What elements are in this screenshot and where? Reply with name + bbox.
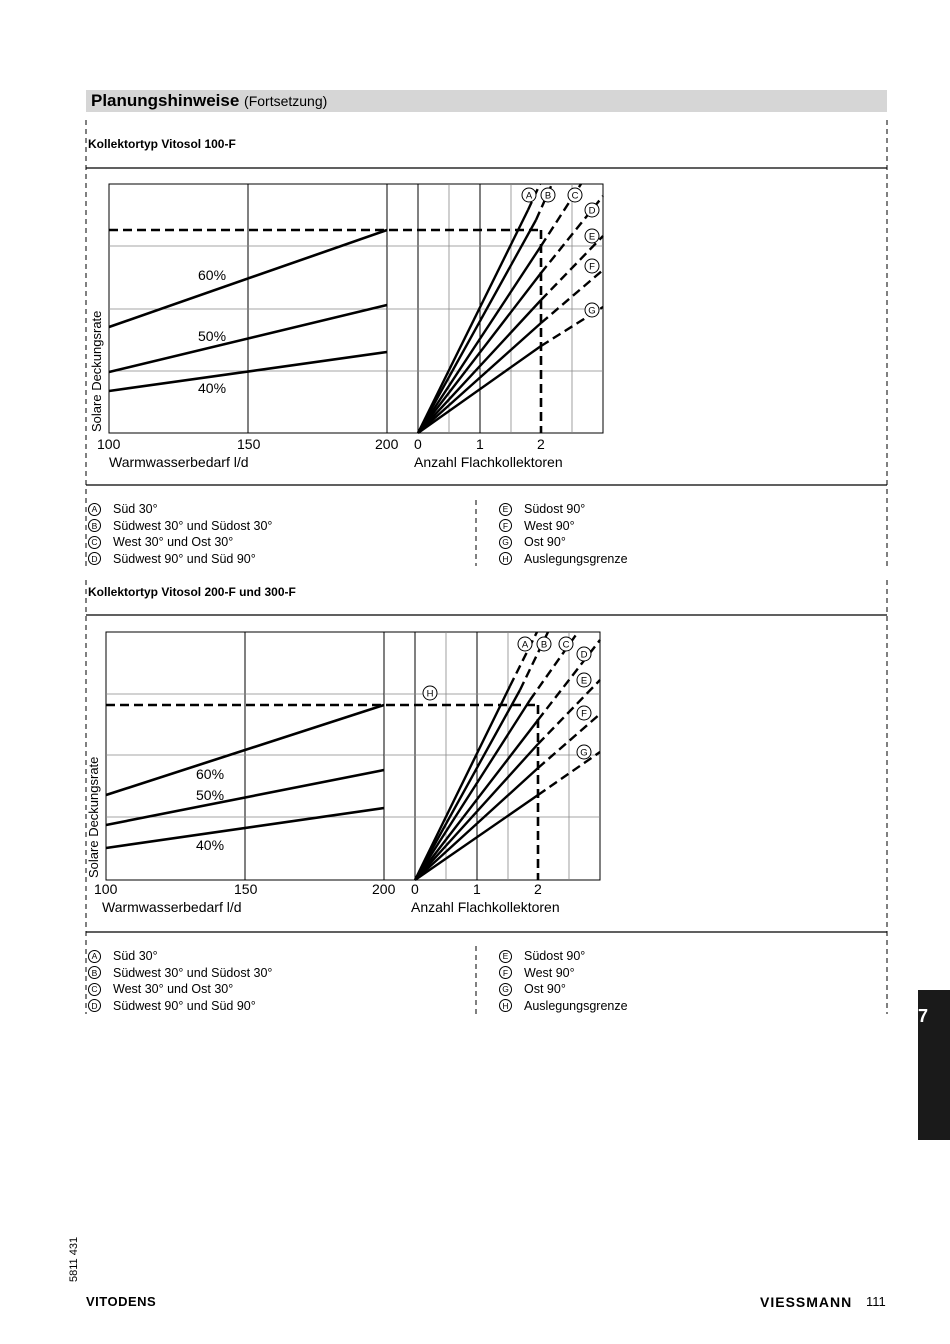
page-subtitle: (Fortsetzung) (244, 93, 328, 109)
legend-item (88, 981, 272, 998)
legend-key: G (499, 536, 512, 549)
chart2-callout-E-text: E (580, 675, 588, 687)
legend-text: Südwest 30° und Südost 30° (113, 518, 273, 533)
legend-text: Süd 30° (113, 949, 158, 963)
chart1-xlabel-right: Anzahl Flachkollektoren (414, 454, 563, 470)
chapter-tab (918, 990, 950, 1140)
legend-text: Süd 30° (113, 502, 158, 516)
chart2-callout-D-text: D (580, 649, 588, 661)
chart1-label-40: 40% (198, 380, 227, 396)
legend-key: E (499, 950, 512, 963)
legend-key: D (88, 552, 101, 565)
legend-item (499, 981, 628, 998)
chart2-xlabel-left: Warmwasserbedarf l/d (102, 899, 242, 915)
legend-text: West 30° und Ost 30° (113, 535, 234, 549)
chart2-xtick-100: 100 (94, 881, 118, 897)
legend-key: C (88, 536, 101, 549)
legend-text: West 30° und Ost 30° (113, 982, 234, 996)
chart2-xtick-0: 0 (411, 881, 419, 897)
chart1-label-60: 60% (198, 267, 227, 283)
legend-key: A (88, 503, 101, 516)
chart2-xtick-1: 1 (473, 881, 481, 897)
legend-text: Südost 90° (524, 502, 586, 516)
chart2-xlabel-right: Anzahl Flachkollektoren (411, 899, 560, 915)
chart1-callout-A-text: A (525, 190, 533, 202)
legend-text: Südwest 90° und Süd 90° (113, 998, 256, 1013)
chart1-callout-D-text: D (588, 205, 596, 217)
chart1-callout-C-text: C (571, 190, 579, 202)
chart2-callout-F-text: F (581, 708, 587, 720)
legend-key: D (88, 999, 101, 1012)
legend-key: A (88, 950, 101, 963)
legend-key: B (88, 966, 101, 979)
chart1-xtick-0: 0 (414, 436, 422, 452)
legend-key: F (499, 519, 512, 532)
y-axis-label-2: Solare Deckungsrate (86, 756, 101, 878)
viessmann-logo: VIESSMANN (760, 1294, 853, 1310)
legend-text: Ost 90° (524, 535, 566, 549)
legend-text: Auslegungsgrenze (524, 998, 628, 1013)
chart1-label-50: 50% (198, 328, 227, 344)
doc-number: 5811 431 (68, 1236, 80, 1282)
chart2-callout-H-text: H (426, 688, 434, 700)
legend-text: Südwest 90° und Süd 90° (113, 551, 256, 566)
legend-item (88, 948, 272, 965)
chart2-callouts (423, 637, 591, 759)
chart2-xtick-150: 150 (234, 881, 258, 897)
legend-text: Auslegungsgrenze (524, 551, 628, 566)
legend-item (88, 965, 272, 982)
legend-text: Ost 90° (524, 982, 566, 996)
chart1-xtick-100: 100 (97, 436, 121, 452)
legend-item (499, 965, 628, 982)
chart1-callout-F-text: F (589, 261, 595, 273)
legend-text: West 90° (524, 965, 575, 980)
page-number: 111 (866, 1294, 886, 1309)
section-title-2: Kollektortyp Vitosol 200-F und 300-F (88, 585, 296, 599)
legend-text: Südwest 30° und Südost 30° (113, 965, 273, 980)
chart2-xtick-200: 200 (372, 881, 396, 897)
chart2-label-60: 60% (196, 766, 225, 782)
legend-2-left (88, 948, 272, 1014)
page-title-text: Planungshinweise (91, 91, 240, 110)
chart1-callout-E-text: E (588, 231, 596, 243)
chart2-xtick-2: 2 (534, 881, 542, 897)
legend-key: F (499, 966, 512, 979)
legend-key: C (88, 983, 101, 996)
chart2-callout-G-text: G (580, 747, 588, 759)
chapter-tab-number: 7 (918, 1006, 929, 1026)
legend-key: H (499, 999, 512, 1012)
legend-key: G (499, 983, 512, 996)
chart2-callout-C-text: C (562, 639, 570, 651)
legend-item (88, 998, 272, 1015)
chart1-callout-G-text: G (588, 305, 596, 317)
chart2-label-40: 40% (196, 837, 225, 853)
legend-item (499, 998, 628, 1015)
footer-brand: VITODENS (86, 1294, 157, 1309)
chart2-line-A (415, 686, 510, 880)
chart1-xlabel-left: Warmwasserbedarf l/d (109, 454, 249, 470)
chart2-callout-A-text: A (521, 639, 529, 651)
legend-text: Südost 90° (524, 949, 586, 963)
chart1-xtick-150: 150 (237, 436, 261, 452)
chart2-line-B (415, 690, 520, 880)
chart2-label-50: 50% (196, 787, 225, 803)
chart2-callout-B-text: B (540, 639, 548, 651)
legend-item (499, 948, 628, 965)
y-axis-label-1: Solare Deckungsrate (89, 310, 104, 432)
chart1-xtick-1: 1 (476, 436, 484, 452)
chart1-xtick-2: 2 (537, 436, 545, 452)
legend-key: E (499, 503, 512, 516)
chart1-xtick-200: 200 (375, 436, 399, 452)
chart2-right-frame (384, 632, 600, 880)
legend-key: B (88, 519, 101, 532)
legend-2-right (499, 948, 628, 1014)
legend-text: West 90° (524, 518, 575, 533)
legend-key: H (499, 552, 512, 565)
chart1-callout-B-text: B (544, 190, 552, 202)
section-title-1: Kollektortyp Vitosol 100-F (88, 137, 236, 151)
